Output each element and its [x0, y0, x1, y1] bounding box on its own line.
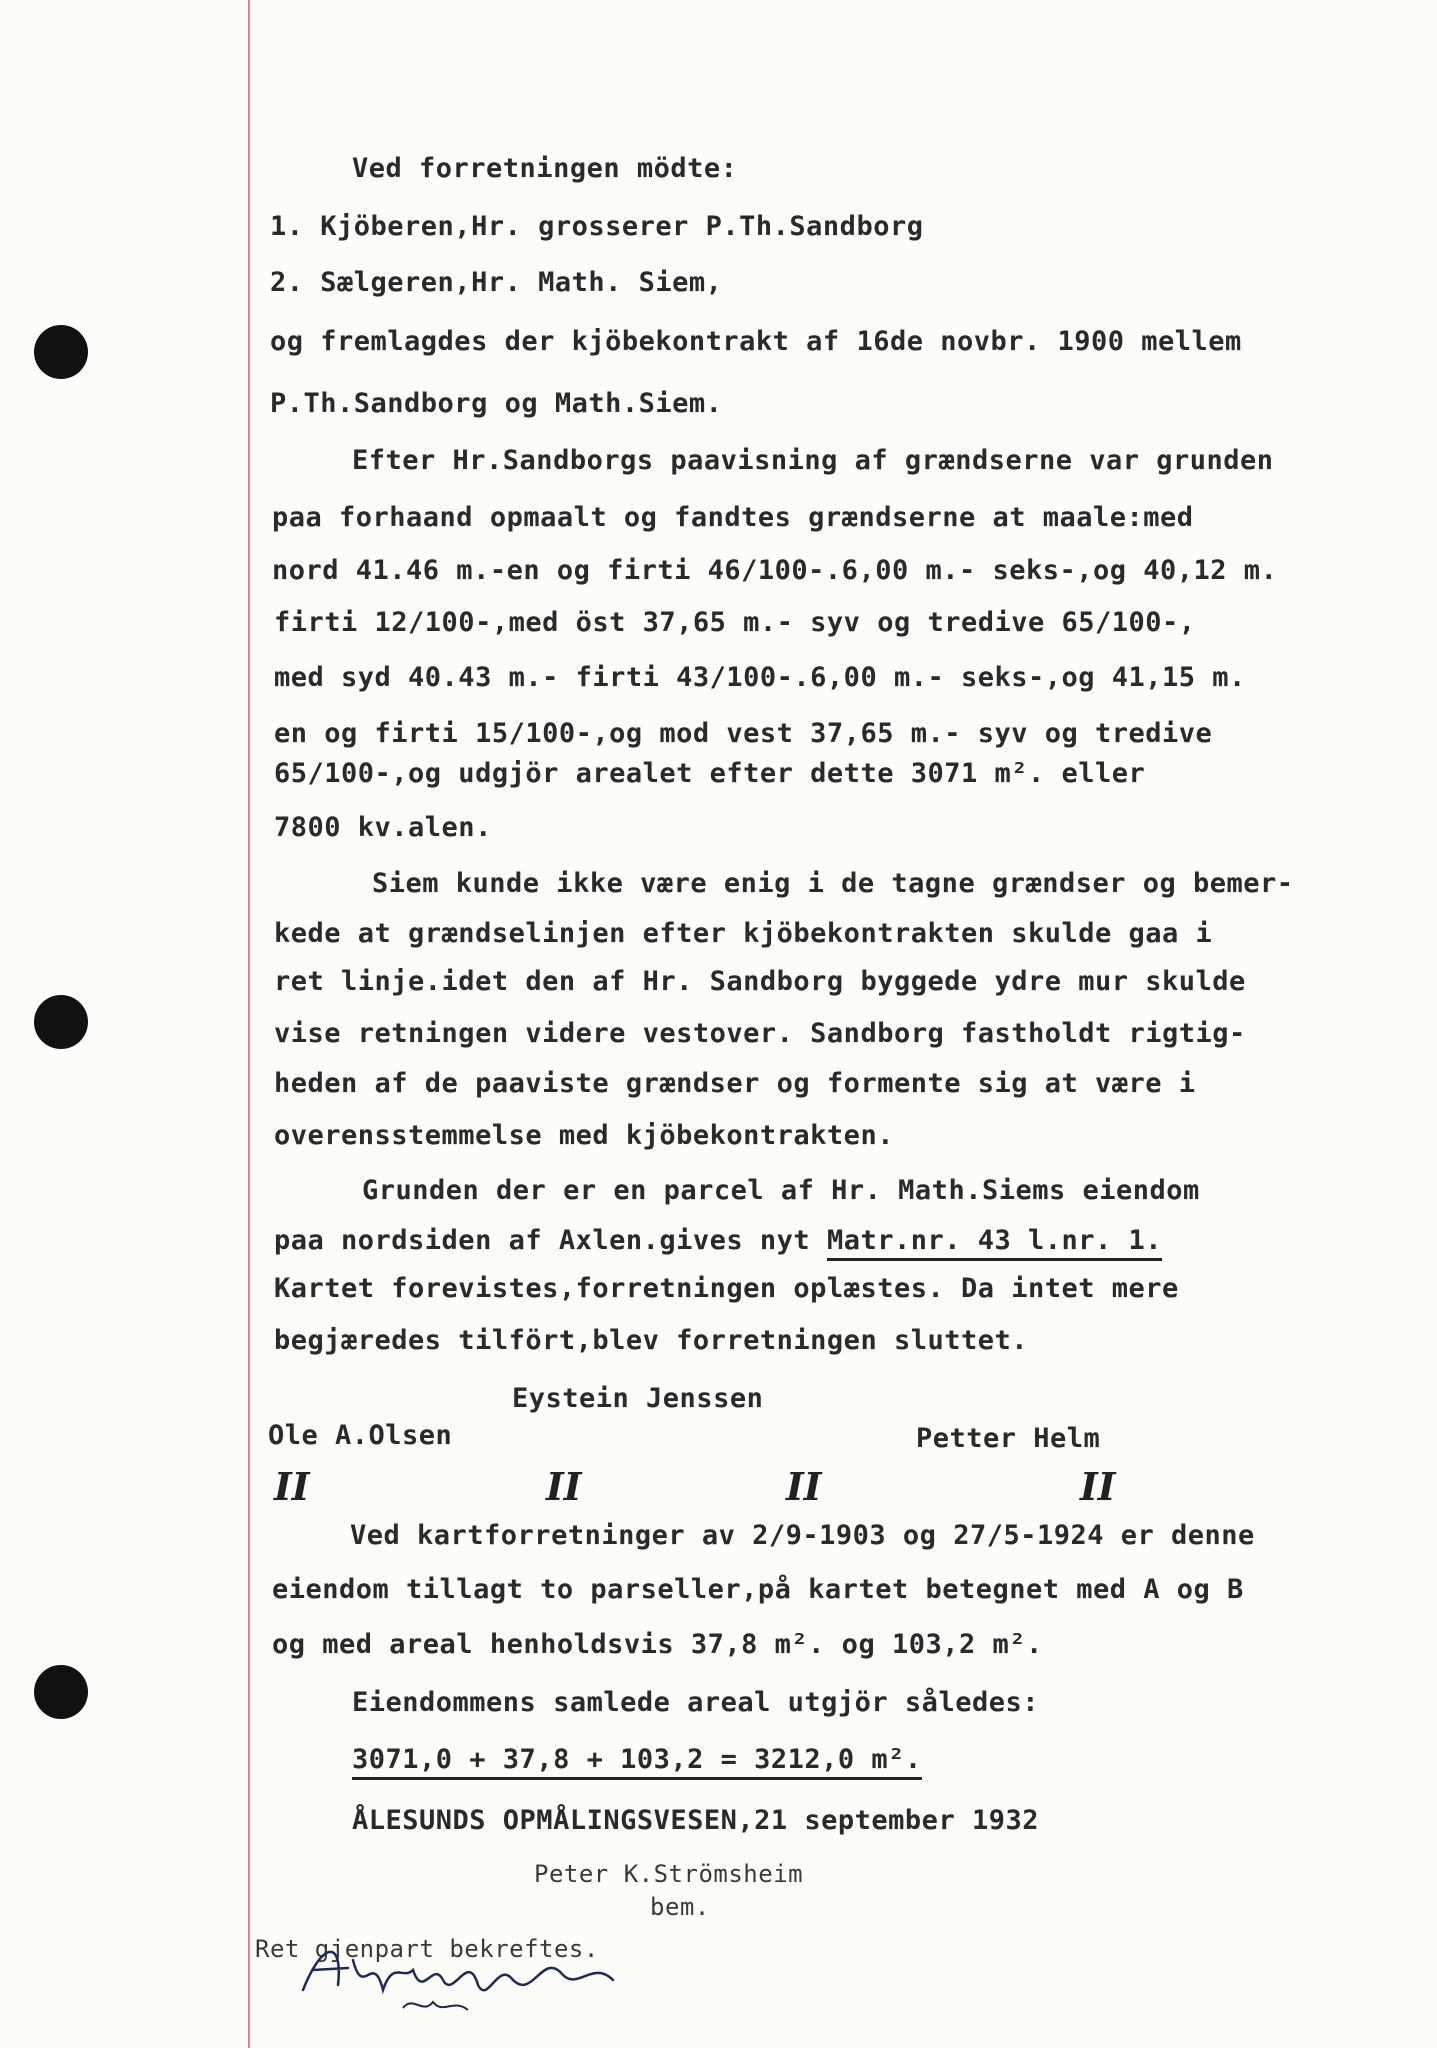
punch-hole-icon: [34, 325, 88, 379]
text-line: 2. Sælgeren,Hr. Math. Siem,: [270, 267, 723, 298]
margin-line: [248, 0, 250, 2048]
ditto-mark: II: [274, 1464, 310, 1509]
text-line: P.Th.Sandborg og Math.Siem.: [270, 388, 723, 419]
text-line: Efter Hr.Sandborgs paavisning af grændserne var grunden: [352, 445, 1274, 476]
text-line: 1. Kjöberen,Hr. grosserer P.Th.Sandborg: [270, 211, 924, 242]
handwritten-signature-icon: [293, 1920, 653, 2020]
ditto-mark: II: [786, 1464, 822, 1509]
text-line: Siem kunde ikke være enig i de tagne grændser og bemer-: [372, 868, 1294, 899]
text-line: vise retningen videre vestover. Sandborg fastholdt rigtig-: [274, 1018, 1246, 1049]
punch-hole-icon: [34, 995, 88, 1049]
text-line: ret linje.idet den af Hr. Sandborg byggede ydre mur skulde: [274, 966, 1246, 997]
matrikel-number: Matr.nr. 43 l.nr. 1.: [827, 1225, 1162, 1261]
text-line: Kartet forevistes,forretningen oplæstes. Da intet mere: [274, 1273, 1179, 1304]
text-line: Eiendommens samlede areal utgjör således:: [352, 1687, 1039, 1718]
certification-text: Ret gjenpart bekreftes.: [255, 1935, 599, 1963]
text-line: 65/100-,og udgjör arealet efter dette 3071 m². eller: [274, 758, 1146, 789]
office-stamp-line: ÅLESUNDS OPMÅLINGSVESEN,21 september 1932: [352, 1805, 1039, 1836]
signer-title: bem.: [650, 1893, 710, 1921]
text-line: heden af de paaviste grændser og formente sig at være i: [274, 1068, 1196, 1099]
text-line: en og firti 15/100-,og mod vest 37,65 m.- syv og tredive: [274, 718, 1213, 749]
signatory-name: Eystein Jenssen: [512, 1383, 764, 1414]
text-line: overensstemmelse med kjöbekontrakten.: [274, 1120, 894, 1151]
area-total-text: 3071,0 + 37,8 + 103,2 = 3212,0 m².: [352, 1744, 922, 1780]
text-line: begjæredes tilfört,blev forretningen sluttet.: [274, 1325, 1028, 1356]
text-line: eiendom tillagt to parseller,på kartet betegnet med A og B: [272, 1574, 1244, 1605]
signatory-name: Ole A.Olsen: [268, 1420, 453, 1451]
text-line: Ved kartforretninger av 2/9-1903 og 27/5-1924 er denne: [350, 1520, 1255, 1551]
text-segment: paa nordsiden af Axlen.gives nyt: [274, 1225, 811, 1256]
text-line: kede at grændselinjen efter kjöbekontrakten skulde gaa i: [274, 918, 1213, 949]
text-line: 7800 kv.alen.: [274, 812, 492, 843]
text-line: [274, 1225, 1162, 1256]
ditto-mark: II: [546, 1464, 582, 1509]
ditto-mark: II: [1080, 1464, 1116, 1509]
punch-hole-icon: [34, 1665, 88, 1719]
text-line: paa forhaand opmaalt og fandtes grændserne at maale:med: [272, 502, 1194, 533]
area-total: [352, 1744, 922, 1775]
text-line: og med areal henholdsvis 37,8 m². og 103,2 m².: [272, 1629, 1043, 1660]
signer-name: Peter K.Strömsheim: [534, 1860, 804, 1888]
text-line: og fremlagdes der kjöbekontrakt af 16de novbr. 1900 mellem: [270, 326, 1242, 357]
text-line: Grunden der er en parcel af Hr. Math.Siems eiendom: [362, 1175, 1200, 1206]
text-line: Ved forretningen mödte:: [352, 153, 738, 184]
text-line: nord 41.46 m.-en og firti 46/100-.6,00 m.- seks-,og 40,12 m.: [272, 555, 1278, 586]
signatory-name: Petter Helm: [916, 1423, 1101, 1454]
text-line: firti 12/100-,med öst 37,65 m.- syv og tredive 65/100-,: [274, 607, 1196, 638]
text-line: med syd 40.43 m.- firti 43/100-.6,00 m.- seks-,og 41,15 m.: [274, 662, 1246, 693]
